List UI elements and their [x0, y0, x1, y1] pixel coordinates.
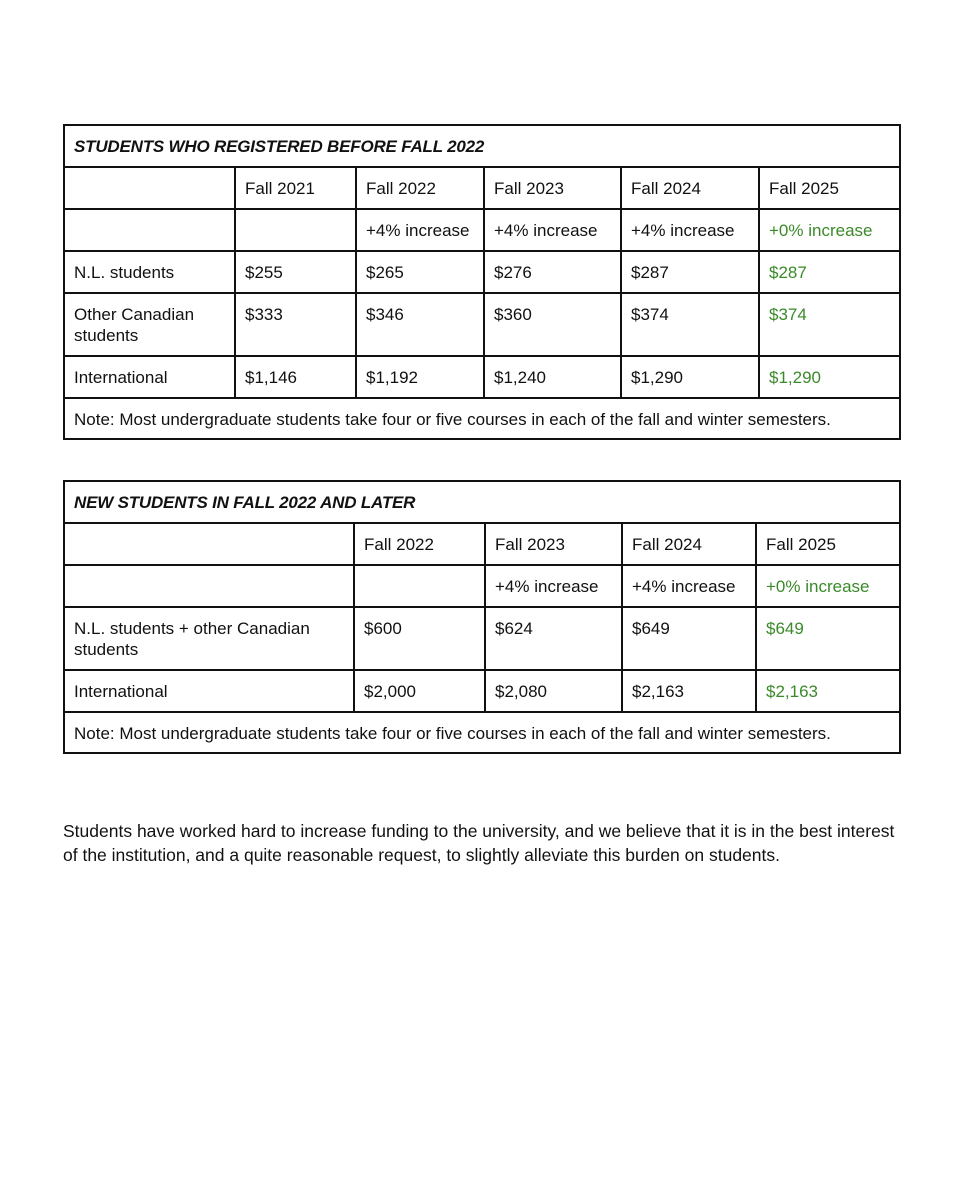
increase-cell-empty [64, 565, 354, 607]
table-row [64, 251, 900, 293]
fee-cell-highlight: $2,163 [756, 670, 900, 712]
header-row [64, 523, 900, 565]
row-label: International [64, 670, 354, 712]
increase-cell-highlight: +0% increase [756, 565, 900, 607]
header-cell: Fall 2025 [759, 167, 900, 209]
increase-cell: +4% increase [622, 565, 756, 607]
table-note: Note: Most undergraduate students take four or five courses in each of the fall and winter semesters. [64, 712, 900, 753]
header-cell: Fall 2022 [354, 523, 485, 565]
fee-cell: $1,240 [484, 356, 621, 398]
fee-cell: $287 [621, 251, 759, 293]
header-cell: Fall 2024 [622, 523, 756, 565]
tuition-table-new-students [63, 480, 901, 754]
header-cell: Fall 2023 [484, 167, 621, 209]
fee-cell: $255 [235, 251, 356, 293]
header-cell: Fall 2021 [235, 167, 356, 209]
header-cell: Fall 2023 [485, 523, 622, 565]
increase-row [64, 565, 900, 607]
fee-cell: $276 [484, 251, 621, 293]
tuition-table-before-fall-2022 [63, 124, 901, 440]
row-label: International [64, 356, 235, 398]
fee-cell: $374 [621, 293, 759, 356]
table-row [64, 356, 900, 398]
fee-cell-highlight: $649 [756, 607, 900, 670]
header-cell-empty [64, 523, 354, 565]
table-title-row [64, 125, 900, 167]
row-label: Other Canadian students [64, 293, 235, 356]
increase-cell-empty [64, 209, 235, 251]
increase-cell: +4% increase [485, 565, 622, 607]
fee-cell: $649 [622, 607, 756, 670]
note-row [64, 712, 900, 753]
increase-cell: +4% increase [356, 209, 484, 251]
fee-cell-highlight: $374 [759, 293, 900, 356]
increase-row [64, 209, 900, 251]
row-label: N.L. students [64, 251, 235, 293]
increase-cell-highlight: +0% increase [759, 209, 900, 251]
header-cell: Fall 2025 [756, 523, 900, 565]
fee-cell: $1,192 [356, 356, 484, 398]
table-note: Note: Most undergraduate students take four or five courses in each of the fall and winter semesters. [64, 398, 900, 439]
note-row [64, 398, 900, 439]
table-row [64, 293, 900, 356]
table-row [64, 670, 900, 712]
fee-cell: $2,163 [622, 670, 756, 712]
fee-cell: $1,290 [621, 356, 759, 398]
header-row [64, 167, 900, 209]
fee-cell: $2,000 [354, 670, 485, 712]
closing-paragraph: Students have worked hard to increase funding to the university, and we believe that it is in the best interest of the institution, and a quite reasonable request, to slightly alleviate this burden on students. [63, 821, 895, 865]
table-title: STUDENTS WHO REGISTERED BEFORE FALL 2022 [64, 125, 900, 167]
row-label: N.L. students + other Canadian students [64, 607, 354, 670]
fee-cell: $624 [485, 607, 622, 670]
table-row [64, 607, 900, 670]
fee-cell: $265 [356, 251, 484, 293]
fee-cell: $2,080 [485, 670, 622, 712]
fee-cell: $1,146 [235, 356, 356, 398]
fee-cell: $360 [484, 293, 621, 356]
increase-cell-empty [235, 209, 356, 251]
fee-cell: $333 [235, 293, 356, 356]
header-cell-empty [64, 167, 235, 209]
increase-cell: +4% increase [484, 209, 621, 251]
header-cell: Fall 2024 [621, 167, 759, 209]
fee-cell: $346 [356, 293, 484, 356]
fee-cell-highlight: $287 [759, 251, 900, 293]
fee-cell-highlight: $1,290 [759, 356, 900, 398]
table-title: NEW STUDENTS IN FALL 2022 AND LATER [64, 481, 900, 523]
header-cell: Fall 2022 [356, 167, 484, 209]
fee-cell: $600 [354, 607, 485, 670]
increase-cell-empty [354, 565, 485, 607]
increase-cell: +4% increase [621, 209, 759, 251]
table-title-row [64, 481, 900, 523]
